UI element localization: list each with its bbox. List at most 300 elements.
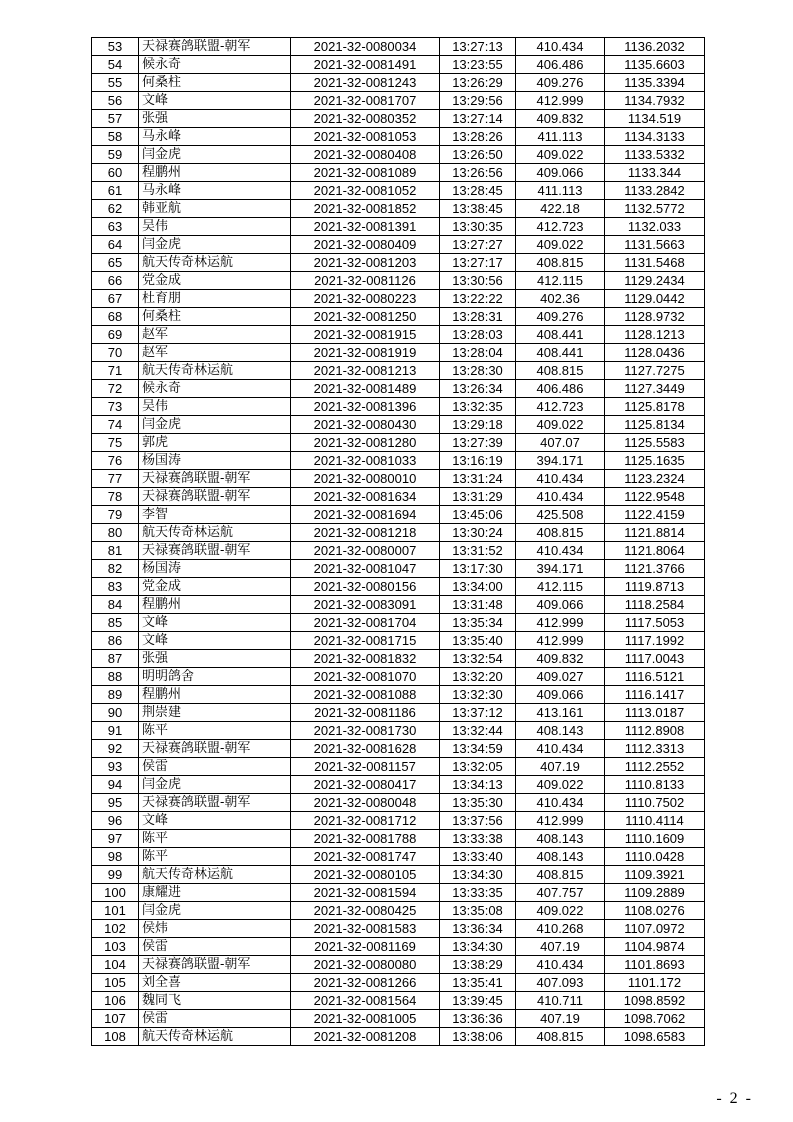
distance-cell: 409.276	[516, 308, 605, 326]
arrival-time-cell: 13:16:19	[440, 452, 516, 470]
ring-number-cell: 2021-32-0081089	[291, 164, 440, 182]
table-row	[92, 56, 705, 74]
table-row	[92, 128, 705, 146]
rank-cell: 54	[92, 56, 139, 74]
ring-number-cell: 2021-32-0081053	[291, 128, 440, 146]
ring-number-cell: 2021-32-0081730	[291, 722, 440, 740]
rank-cell: 107	[92, 1010, 139, 1028]
table-row	[92, 326, 705, 344]
ring-number-cell: 2021-32-0081919	[291, 344, 440, 362]
distance-cell: 412.999	[516, 92, 605, 110]
ring-number-cell: 2021-32-0081213	[291, 362, 440, 380]
ring-number-cell: 2021-32-0083091	[291, 596, 440, 614]
ring-number-cell: 2021-32-0081250	[291, 308, 440, 326]
distance-cell: 407.19	[516, 938, 605, 956]
rank-cell: 98	[92, 848, 139, 866]
name-cell: 党金成	[139, 272, 291, 290]
distance-cell: 408.815	[516, 524, 605, 542]
rank-cell: 71	[92, 362, 139, 380]
name-cell: 候永奇	[139, 380, 291, 398]
rank-cell: 86	[92, 632, 139, 650]
table-row	[92, 398, 705, 416]
arrival-time-cell: 13:35:30	[440, 794, 516, 812]
arrival-time-cell: 13:27:17	[440, 254, 516, 272]
ring-number-cell: 2021-32-0081694	[291, 506, 440, 524]
ring-number-cell: 2021-32-0081266	[291, 974, 440, 992]
ring-number-cell: 2021-32-0080417	[291, 776, 440, 794]
ring-number-cell: 2021-32-0081186	[291, 704, 440, 722]
arrival-time-cell: 13:37:12	[440, 704, 516, 722]
arrival-time-cell: 13:31:48	[440, 596, 516, 614]
ring-number-cell: 2021-32-0081203	[291, 254, 440, 272]
distance-cell: 409.066	[516, 596, 605, 614]
name-cell: 天禄赛鸽联盟-朝军	[139, 956, 291, 974]
ring-number-cell: 2021-32-0080105	[291, 866, 440, 884]
speed-cell: 1119.8713	[605, 578, 705, 596]
speed-cell: 1133.2842	[605, 182, 705, 200]
ring-number-cell: 2021-32-0081280	[291, 434, 440, 452]
name-cell: 侯炜	[139, 920, 291, 938]
ring-number-cell: 2021-32-0081052	[291, 182, 440, 200]
table-row	[92, 272, 705, 290]
table-row	[92, 938, 705, 956]
arrival-time-cell: 13:36:36	[440, 1010, 516, 1028]
arrival-time-cell: 13:22:22	[440, 290, 516, 308]
speed-cell: 1131.5663	[605, 236, 705, 254]
ring-number-cell: 2021-32-0080156	[291, 578, 440, 596]
distance-cell: 425.508	[516, 506, 605, 524]
rank-cell: 106	[92, 992, 139, 1010]
name-cell: 陈平	[139, 848, 291, 866]
name-cell: 郭虎	[139, 434, 291, 452]
speed-cell: 1122.9548	[605, 488, 705, 506]
speed-cell: 1110.4114	[605, 812, 705, 830]
speed-cell: 1098.6583	[605, 1028, 705, 1046]
table-row	[92, 164, 705, 182]
ring-number-cell: 2021-32-0080007	[291, 542, 440, 560]
distance-cell: 410.434	[516, 794, 605, 812]
ring-number-cell: 2021-32-0081915	[291, 326, 440, 344]
table-row	[92, 704, 705, 722]
ring-number-cell: 2021-32-0081594	[291, 884, 440, 902]
rank-cell: 65	[92, 254, 139, 272]
distance-cell: 410.434	[516, 488, 605, 506]
name-cell: 闫金虎	[139, 902, 291, 920]
rank-cell: 91	[92, 722, 139, 740]
name-cell: 马永峰	[139, 128, 291, 146]
distance-cell: 402.36	[516, 290, 605, 308]
distance-cell: 411.113	[516, 182, 605, 200]
name-cell: 文峰	[139, 812, 291, 830]
table-row	[92, 794, 705, 812]
table-row	[92, 1010, 705, 1028]
rank-cell: 89	[92, 686, 139, 704]
distance-cell: 412.115	[516, 272, 605, 290]
rank-cell: 79	[92, 506, 139, 524]
distance-cell: 409.022	[516, 416, 605, 434]
ring-number-cell: 2021-32-0080408	[291, 146, 440, 164]
distance-cell: 409.022	[516, 776, 605, 794]
page-number: - 2 -	[716, 1090, 753, 1107]
speed-cell: 1136.2032	[605, 38, 705, 56]
distance-cell: 410.434	[516, 740, 605, 758]
rank-cell: 90	[92, 704, 139, 722]
name-cell: 航天传奇林运航	[139, 362, 291, 380]
arrival-time-cell: 13:34:59	[440, 740, 516, 758]
rank-cell: 58	[92, 128, 139, 146]
distance-cell: 410.711	[516, 992, 605, 1010]
speed-cell: 1135.3394	[605, 74, 705, 92]
ring-number-cell: 2021-32-0081704	[291, 614, 440, 632]
arrival-time-cell: 13:33:40	[440, 848, 516, 866]
distance-cell: 410.268	[516, 920, 605, 938]
distance-cell: 407.757	[516, 884, 605, 902]
arrival-time-cell: 13:34:00	[440, 578, 516, 596]
ring-number-cell: 2021-32-0081391	[291, 218, 440, 236]
speed-cell: 1132.033	[605, 218, 705, 236]
ring-number-cell: 2021-32-0081088	[291, 686, 440, 704]
arrival-time-cell: 13:28:45	[440, 182, 516, 200]
distance-cell: 409.066	[516, 686, 605, 704]
speed-cell: 1112.8908	[605, 722, 705, 740]
rank-cell: 77	[92, 470, 139, 488]
name-cell: 张强	[139, 110, 291, 128]
rank-cell: 85	[92, 614, 139, 632]
name-cell: 闫金虎	[139, 416, 291, 434]
table-row	[92, 614, 705, 632]
ring-number-cell: 2021-32-0081157	[291, 758, 440, 776]
distance-cell: 407.093	[516, 974, 605, 992]
distance-cell: 406.486	[516, 380, 605, 398]
speed-cell: 1131.5468	[605, 254, 705, 272]
table-row	[92, 362, 705, 380]
speed-cell: 1128.9732	[605, 308, 705, 326]
arrival-time-cell: 13:34:30	[440, 866, 516, 884]
distance-cell: 410.434	[516, 542, 605, 560]
speed-cell: 1128.1213	[605, 326, 705, 344]
arrival-time-cell: 13:29:18	[440, 416, 516, 434]
rank-cell: 60	[92, 164, 139, 182]
ring-number-cell: 2021-32-0081634	[291, 488, 440, 506]
arrival-time-cell: 13:33:38	[440, 830, 516, 848]
ring-number-cell: 2021-32-0081126	[291, 272, 440, 290]
ring-number-cell: 2021-32-0081852	[291, 200, 440, 218]
name-cell: 天禄赛鸽联盟-朝军	[139, 470, 291, 488]
ring-number-cell: 2021-32-0081628	[291, 740, 440, 758]
arrival-time-cell: 13:35:08	[440, 902, 516, 920]
speed-cell: 1118.2584	[605, 596, 705, 614]
speed-cell: 1125.5583	[605, 434, 705, 452]
ring-number-cell: 2021-32-0081033	[291, 452, 440, 470]
results-table-body	[92, 38, 705, 1046]
rank-cell: 73	[92, 398, 139, 416]
arrival-time-cell: 13:34:13	[440, 776, 516, 794]
arrival-time-cell: 13:35:40	[440, 632, 516, 650]
speed-cell: 1127.7275	[605, 362, 705, 380]
table-row	[92, 542, 705, 560]
table-row	[92, 110, 705, 128]
speed-cell: 1110.7502	[605, 794, 705, 812]
speed-cell: 1109.3921	[605, 866, 705, 884]
table-row	[92, 650, 705, 668]
ring-number-cell: 2021-32-0081243	[291, 74, 440, 92]
speed-cell: 1110.1609	[605, 830, 705, 848]
arrival-time-cell: 13:32:20	[440, 668, 516, 686]
ring-number-cell: 2021-32-0080223	[291, 290, 440, 308]
ring-number-cell: 2021-32-0080080	[291, 956, 440, 974]
rank-cell: 74	[92, 416, 139, 434]
rank-cell: 57	[92, 110, 139, 128]
distance-cell: 412.999	[516, 812, 605, 830]
distance-cell: 409.832	[516, 110, 605, 128]
table-row	[92, 506, 705, 524]
ring-number-cell: 2021-32-0081564	[291, 992, 440, 1010]
rank-cell: 108	[92, 1028, 139, 1046]
speed-cell: 1098.7062	[605, 1010, 705, 1028]
table-row	[92, 344, 705, 362]
arrival-time-cell: 13:29:56	[440, 92, 516, 110]
table-row	[92, 524, 705, 542]
speed-cell: 1113.0187	[605, 704, 705, 722]
distance-cell: 408.815	[516, 362, 605, 380]
name-cell: 天禄赛鸽联盟-朝军	[139, 542, 291, 560]
name-cell: 陈平	[139, 722, 291, 740]
table-row	[92, 992, 705, 1010]
arrival-time-cell: 13:33:35	[440, 884, 516, 902]
speed-cell: 1112.3313	[605, 740, 705, 758]
name-cell: 程鹏州	[139, 596, 291, 614]
rank-cell: 66	[92, 272, 139, 290]
distance-cell: 408.815	[516, 254, 605, 272]
table-row	[92, 974, 705, 992]
distance-cell: 411.113	[516, 128, 605, 146]
speed-cell: 1110.0428	[605, 848, 705, 866]
speed-cell: 1101.172	[605, 974, 705, 992]
distance-cell: 409.022	[516, 236, 605, 254]
speed-cell: 1129.0442	[605, 290, 705, 308]
arrival-time-cell: 13:27:27	[440, 236, 516, 254]
speed-cell: 1121.8814	[605, 524, 705, 542]
rank-cell: 96	[92, 812, 139, 830]
distance-cell: 394.171	[516, 452, 605, 470]
arrival-time-cell: 13:45:06	[440, 506, 516, 524]
rank-cell: 55	[92, 74, 139, 92]
rank-cell: 62	[92, 200, 139, 218]
speed-cell: 1134.7932	[605, 92, 705, 110]
name-cell: 侯雷	[139, 758, 291, 776]
arrival-time-cell: 13:35:41	[440, 974, 516, 992]
ring-number-cell: 2021-32-0080034	[291, 38, 440, 56]
speed-cell: 1135.6603	[605, 56, 705, 74]
speed-cell: 1116.1417	[605, 686, 705, 704]
arrival-time-cell: 13:26:50	[440, 146, 516, 164]
distance-cell: 408.143	[516, 830, 605, 848]
distance-cell: 409.027	[516, 668, 605, 686]
name-cell: 闫金虎	[139, 146, 291, 164]
rank-cell: 75	[92, 434, 139, 452]
name-cell: 程鹏州	[139, 686, 291, 704]
ring-number-cell: 2021-32-0081707	[291, 92, 440, 110]
ring-number-cell: 2021-32-0081788	[291, 830, 440, 848]
table-row	[92, 686, 705, 704]
arrival-time-cell: 13:28:31	[440, 308, 516, 326]
speed-cell: 1123.2324	[605, 470, 705, 488]
name-cell: 航天传奇林运航	[139, 524, 291, 542]
speed-cell: 1101.8693	[605, 956, 705, 974]
arrival-time-cell: 13:39:45	[440, 992, 516, 1010]
distance-cell: 408.815	[516, 1028, 605, 1046]
speed-cell: 1108.0276	[605, 902, 705, 920]
arrival-time-cell: 13:27:39	[440, 434, 516, 452]
rank-cell: 101	[92, 902, 139, 920]
rank-cell: 100	[92, 884, 139, 902]
distance-cell: 408.143	[516, 722, 605, 740]
arrival-time-cell: 13:30:35	[440, 218, 516, 236]
rank-cell: 99	[92, 866, 139, 884]
distance-cell: 407.19	[516, 1010, 605, 1028]
table-row	[92, 1028, 705, 1046]
speed-cell: 1117.1992	[605, 632, 705, 650]
table-row	[92, 416, 705, 434]
table-row	[92, 38, 705, 56]
rank-cell: 68	[92, 308, 139, 326]
arrival-time-cell: 13:31:24	[440, 470, 516, 488]
arrival-time-cell: 13:32:54	[440, 650, 516, 668]
ring-number-cell: 2021-32-0081169	[291, 938, 440, 956]
arrival-time-cell: 13:26:56	[440, 164, 516, 182]
rank-cell: 82	[92, 560, 139, 578]
name-cell: 天禄赛鸽联盟-朝军	[139, 794, 291, 812]
speed-cell: 1128.0436	[605, 344, 705, 362]
ring-number-cell: 2021-32-0081712	[291, 812, 440, 830]
arrival-time-cell: 13:28:03	[440, 326, 516, 344]
table-row	[92, 632, 705, 650]
arrival-time-cell: 13:38:45	[440, 200, 516, 218]
distance-cell: 412.999	[516, 632, 605, 650]
speed-cell: 1104.9874	[605, 938, 705, 956]
ring-number-cell: 2021-32-0080048	[291, 794, 440, 812]
rank-cell: 59	[92, 146, 139, 164]
name-cell: 荆崇建	[139, 704, 291, 722]
speed-cell: 1098.8592	[605, 992, 705, 1010]
ring-number-cell: 2021-32-0080352	[291, 110, 440, 128]
speed-cell: 1125.8178	[605, 398, 705, 416]
speed-cell: 1132.5772	[605, 200, 705, 218]
speed-cell: 1122.4159	[605, 506, 705, 524]
arrival-time-cell: 13:31:29	[440, 488, 516, 506]
arrival-time-cell: 13:32:30	[440, 686, 516, 704]
speed-cell: 1110.8133	[605, 776, 705, 794]
table-row	[92, 560, 705, 578]
table-row	[92, 578, 705, 596]
arrival-time-cell: 13:32:05	[440, 758, 516, 776]
arrival-time-cell: 13:34:30	[440, 938, 516, 956]
rank-cell: 104	[92, 956, 139, 974]
speed-cell: 1125.8134	[605, 416, 705, 434]
rank-cell: 97	[92, 830, 139, 848]
ring-number-cell: 2021-32-0081218	[291, 524, 440, 542]
speed-cell: 1116.5121	[605, 668, 705, 686]
name-cell: 陈平	[139, 830, 291, 848]
distance-cell: 407.19	[516, 758, 605, 776]
name-cell: 何桑柱	[139, 74, 291, 92]
name-cell: 文峰	[139, 632, 291, 650]
name-cell: 吴伟	[139, 218, 291, 236]
speed-cell: 1129.2434	[605, 272, 705, 290]
table-row	[92, 830, 705, 848]
distance-cell: 408.441	[516, 344, 605, 362]
rank-cell: 67	[92, 290, 139, 308]
distance-cell: 409.022	[516, 146, 605, 164]
table-row	[92, 308, 705, 326]
speed-cell: 1112.2552	[605, 758, 705, 776]
speed-cell: 1133.344	[605, 164, 705, 182]
table-row	[92, 812, 705, 830]
rank-cell: 72	[92, 380, 139, 398]
table-row	[92, 848, 705, 866]
rank-cell: 84	[92, 596, 139, 614]
speed-cell: 1117.0043	[605, 650, 705, 668]
rank-cell: 83	[92, 578, 139, 596]
name-cell: 闫金虎	[139, 236, 291, 254]
rank-cell: 56	[92, 92, 139, 110]
distance-cell: 412.723	[516, 398, 605, 416]
arrival-time-cell: 13:30:56	[440, 272, 516, 290]
ring-number-cell: 2021-32-0081047	[291, 560, 440, 578]
rank-cell: 81	[92, 542, 139, 560]
arrival-time-cell: 13:26:29	[440, 74, 516, 92]
distance-cell: 408.441	[516, 326, 605, 344]
table-row	[92, 74, 705, 92]
ring-number-cell: 2021-32-0080010	[291, 470, 440, 488]
name-cell: 张强	[139, 650, 291, 668]
table-row	[92, 884, 705, 902]
name-cell: 侯雷	[139, 1010, 291, 1028]
arrival-time-cell: 13:38:29	[440, 956, 516, 974]
rank-cell: 105	[92, 974, 139, 992]
table-row	[92, 758, 705, 776]
rank-cell: 93	[92, 758, 139, 776]
arrival-time-cell: 13:28:26	[440, 128, 516, 146]
ring-number-cell: 2021-32-0081396	[291, 398, 440, 416]
ring-number-cell: 2021-32-0080430	[291, 416, 440, 434]
distance-cell: 410.434	[516, 470, 605, 488]
speed-cell: 1134.3133	[605, 128, 705, 146]
table-row	[92, 866, 705, 884]
arrival-time-cell: 13:17:30	[440, 560, 516, 578]
distance-cell: 407.07	[516, 434, 605, 452]
rank-cell: 78	[92, 488, 139, 506]
rank-cell: 61	[92, 182, 139, 200]
rank-cell: 69	[92, 326, 139, 344]
race-results-table	[91, 37, 705, 1046]
arrival-time-cell: 13:35:34	[440, 614, 516, 632]
name-cell: 康耀进	[139, 884, 291, 902]
name-cell: 航天传奇林运航	[139, 1028, 291, 1046]
distance-cell: 412.723	[516, 218, 605, 236]
distance-cell: 394.171	[516, 560, 605, 578]
name-cell: 天禄赛鸽联盟-朝军	[139, 38, 291, 56]
ring-number-cell: 2021-32-0081491	[291, 56, 440, 74]
ring-number-cell: 2021-32-0081583	[291, 920, 440, 938]
distance-cell: 408.815	[516, 866, 605, 884]
distance-cell: 406.486	[516, 56, 605, 74]
distance-cell: 409.022	[516, 902, 605, 920]
table-row	[92, 902, 705, 920]
speed-cell: 1127.3449	[605, 380, 705, 398]
ring-number-cell: 2021-32-0081208	[291, 1028, 440, 1046]
table-row	[92, 776, 705, 794]
